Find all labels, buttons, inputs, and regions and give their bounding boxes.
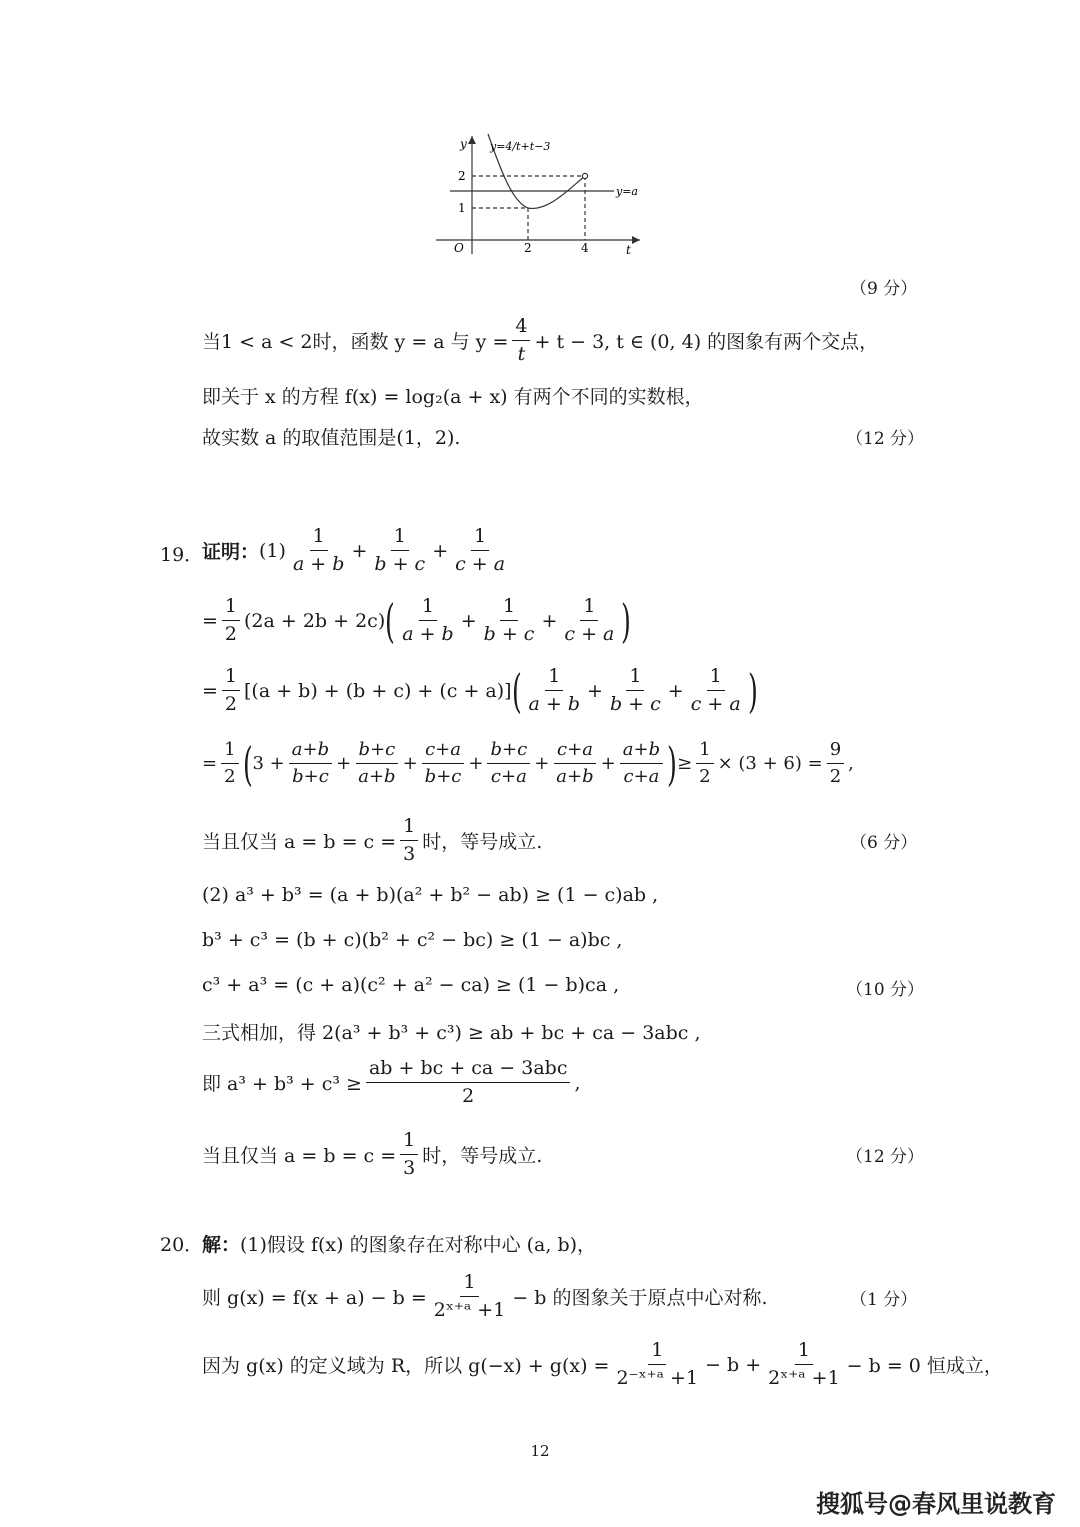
q19-p2-line5: 即 a³ + b³ + c³ ≥ $\frac{\text{ab + bc + ca − 3abc}}{2}$ , <box>202 1057 581 1107</box>
t-tick-4: 4 <box>581 241 589 255</box>
watermark: 搜狐号@春风里说教育 <box>816 1490 1056 1518</box>
q19-number: 19． <box>160 544 204 566</box>
q19-p2-line2: b³ + c³ = (b + c)(b² + c² − bc) ≥ (1 − a)bc , <box>202 929 623 951</box>
t-tick-2: 2 <box>524 241 532 255</box>
q19-eq-cond2: 当且仅当 a = b = c = $\frac{1}{3}$ 时，等号成立. <box>202 1129 543 1179</box>
q18-line1: 当1 < a < 2时，函数 y = a 与 y = $\frac{4}{t}$ + t − 3, t ∈ (0, 4) 的图象有两个交点， <box>202 315 879 365</box>
function-graph <box>430 128 650 258</box>
q19-p2-line3: c³ + a³ = (c + a)(c² + a² − ca) ≥ (1 − b)ca , <box>202 974 620 996</box>
y-axis-label: y <box>460 137 467 151</box>
q18-line2: 即关于 x 的方程 f(x) = log₂(a + x) 有两个不同的实数根， <box>202 386 704 408</box>
q20-line1: 解： (1)假设 f(x) 的图象存在对称中心 (a, b)， <box>202 1234 597 1256</box>
t-axis-label: t <box>626 243 631 257</box>
q19-step4: = $\frac{1}{2}$ ( 3 + $\frac{a+b}{b+c}$ + $\frac{b+c}{a+b}$ + $\frac{c+a}{b+c}$ + $\frac{b+c}{c+a}$ + $\frac{c+a}{a+b}$ + $\frac{a+b}{c+a}$ ) ≥ $\frac{1}{2}$ × (3 + 6) = $\frac{9}{2}$ , <box>202 736 854 791</box>
score-6: （6 分） <box>850 833 918 853</box>
q19-step3: = $\frac{1}{2}$ [(a + b) + (b + c) + (c + a)] ( $\frac{1}{a + b}$ + $\frac{1}{b + c}$ + $\frac{1}{c + a}$ ) <box>202 663 758 718</box>
score-9: （9 分） <box>850 279 918 299</box>
q20-number: 20． <box>160 1234 204 1256</box>
y-tick-1: 1 <box>458 201 466 215</box>
q19-eq-cond: 当且仅当 a = b = c = $\frac{1}{3}$ 时，等号成立. <box>202 815 543 865</box>
score-12a: （12 分） <box>846 429 925 449</box>
q19-p2-line1: (2) a³ + b³ = (a + b)(a² + b² − ab) ≥ (1 − c)ab , <box>202 884 659 906</box>
q19-step1: 证明： (1) $\frac{1}{a + b}$ + $\frac{1}{b + c}$ + $\frac{1}{c + a}$ <box>202 525 506 575</box>
score-1: （1 分） <box>850 1290 918 1310</box>
y-tick-2: 2 <box>458 169 466 183</box>
score-12b: （12 分） <box>846 1147 925 1167</box>
origin-label: O <box>454 241 464 255</box>
score-10: （10 分） <box>846 980 925 1000</box>
line-label: y=a <box>616 185 638 198</box>
curve-label: y=4/t+t−3 <box>490 140 551 153</box>
q20-line2: 则 g(x) = f(x + a) − b = $\frac{1}{\text{2ˣ⁺ᵃ +1}}$ − b 的图象关于原点中心对称. <box>202 1271 768 1321</box>
q18-line3: 故实数 a 的取值范围是(1，2). <box>202 427 461 449</box>
q19-p2-line4: 三式相加，得 2(a³ + b³ + c³) ≥ ab + bc + ca − 3abc , <box>202 1022 701 1044</box>
page-number: 12 <box>530 1442 550 1460</box>
q20-line3: 因为 g(x) 的定义域为 R，所以 g(−x) + g(x) = $\frac{1}{\text{2⁻ˣ⁺ᵃ +1}}$ − b + $\frac{1}{\text{2ˣ⁺ᵃ +1}}$ − b = 0 恒成立， <box>202 1339 1003 1389</box>
q19-step2: = $\frac{1}{2}$ (2a + 2b + 2c) ( $\frac{1}{a + b}$ + $\frac{1}{b + c}$ + $\frac{1}{c + a}$ ) <box>202 593 632 648</box>
